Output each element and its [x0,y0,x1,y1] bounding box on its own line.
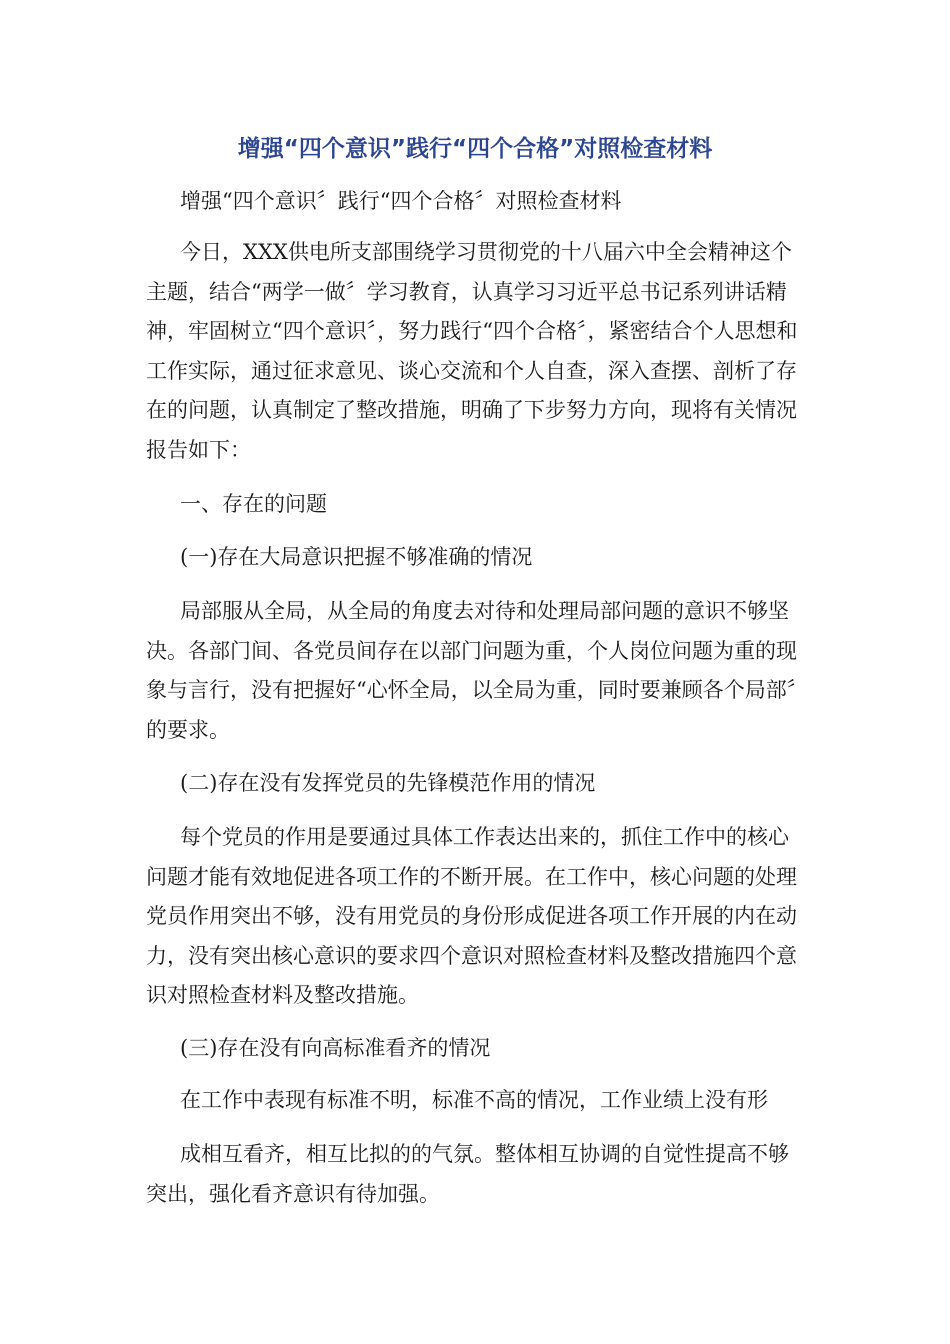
body-paragraph-3b: 成相互看齐，相互比拟的的气氛。整体相互协调的自觉性提高不够突出，强化看齐意识有待加强。 [146,1142,789,1206]
document-title: 增强“四个意识”践行“四个合格”对照检查材料 [237,136,713,162]
subsection-heading-3: (三)存在没有向高标准看齐的情况 [180,1036,491,1060]
section-heading: 一、存在的问题 [180,492,327,516]
body-paragraph-3a: 在工作中表现有标准不明，标准不高的情况，工作业绩上没有形 [180,1088,768,1112]
subsection-heading-2: (二)存在没有发挥党员的先锋模范作用的情况 [180,771,596,795]
intro-paragraph: 今日，XXX供电所支部围绕学习贯彻党的十八届六中全会精神这个主题，结合“两学一做〞学习教育，认真学习习近平总书记系列讲话精神，牢固树立“四个意识〞，努力践行“四个合格〞，紧密结合个人思想和工作实际，通过征求意见、谈心交流和个人自查，深入查摆、剖析了存在的问题，认真制定了整改措施，明确了下步努力方向，现将有关情况报告如下： [146,240,798,462]
subsection-heading-1: (一)存在大局意识把握不够准确的情况 [180,545,533,569]
body-paragraph-2: 每个党员的作用是要通过具体工作表达出来的，抓住工作中的核心问题才能有效地促进各项工作的不断开展。在工作中，核心问题的处理党员作用突出不够，没有用党员的身份形成促进各项工作开展的内在动力，没有突出核心意识的要求四个意识对照检查材料及整改措施四个意识对照检查材料及整改措施。 [146,825,797,1007]
body-paragraph-1: 局部服从全局，从全局的角度去对待和处理局部问题的意识不够坚决。各部门间、各党员间存在以部门问题为重，个人岗位问题为重的现象与言行，没有把握好“心怀全局，以全局为重，同时要兼顾各个局部〞的要求。 [146,599,808,742]
subtitle-paragraph: 增强“四个意识〞践行“四个合格〞对照检查材料 [180,189,622,213]
